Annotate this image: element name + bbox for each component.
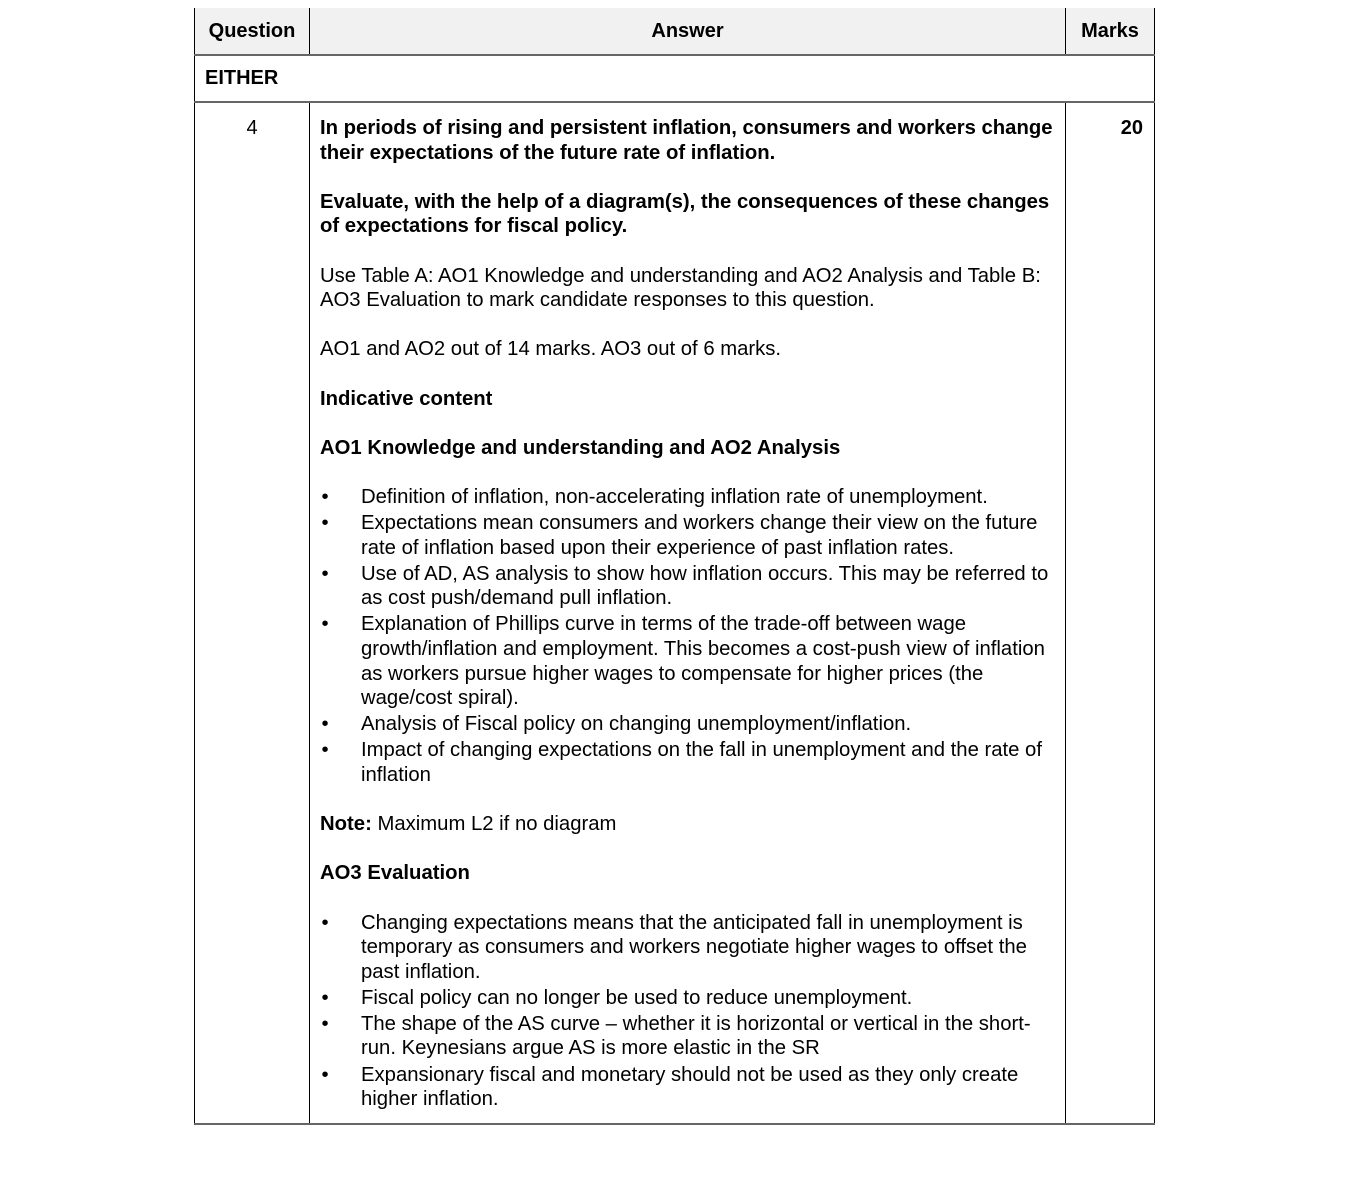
list-item-text: Expectations mean consumers and workers change their view on the future rate of inflation based upon their experience of past inflation rates. [361,512,1038,559]
ao1-ao2-list [320,485,1057,788]
question-number: 4 [195,102,310,1124]
list-item-text: Explanation of Phillips curve in terms of the trade-off between wage growth/inflation and employment. This becomes a cost-push view of inflation as workers pursue higher wages to compensate for higher prices (the wage/cost spiral). [361,613,1045,710]
list-item-text: Fiscal policy can no longer be used to reduce unemployment. [361,986,913,1009]
note [320,812,1057,837]
list-item [320,712,1057,737]
list-item-text: Use of AD, AS analysis to show how inflation occurs. This may be referred to as cost push/demand pull inflation. [361,562,1049,610]
note-text: Maximum L2 if no diagram [371,813,617,836]
header-answer: Answer [310,8,1066,55]
note-label: Note: [320,813,372,836]
mark-scheme-table [194,8,1155,1125]
list-item [320,1012,1057,1061]
bullet-icon: • [321,562,329,585]
list-item [320,1063,1057,1112]
table-row [195,102,1155,1124]
bullet-icon: • [321,911,329,934]
list-item [320,738,1057,787]
list-item [320,612,1057,710]
mark-split: AO1 and AO2 out of 14 marks. AO3 out of 6 marks. [320,338,782,361]
list-item-text: Impact of changing expectations on the fall in unemployment and the rate of inflation [361,739,1042,786]
bullet-icon: • [321,713,329,736]
bullet-icon: • [321,986,329,1009]
list-item [320,511,1057,560]
marks-value: 20 [1066,102,1155,1124]
list-item [320,485,1057,510]
list-item-text: Analysis of Fiscal policy on changing unemployment/inflation. [361,713,912,736]
list-item-text: Definition of inflation, non-accelerating inflation rate of unemployment. [361,485,988,508]
list-item [320,911,1057,985]
table-header-row [195,8,1155,55]
list-item-text: Changing expectations means that the anticipated fall in unemployment is temporary as consumers and workers negotiate higher wages to offset the past inflation. [361,911,1027,983]
list-item-text: Expansionary fiscal and monetary should not be used as they only create higher inflation. [361,1063,1019,1111]
ao3-list [320,911,1057,1112]
bullet-icon: • [321,1012,329,1035]
indicative-content-heading: Indicative content [320,387,493,410]
section-label: EITHER [195,55,1155,102]
list-item [320,986,1057,1011]
list-item-text: The shape of the AS curve – whether it is horizontal or vertical in the short-run. Keynesians argue AS is more elastic in the SR [361,1012,1031,1060]
section-row-either [195,55,1155,102]
bullet-icon: • [321,1063,329,1086]
bullet-icon: • [321,613,329,636]
bullet-icon: • [321,485,329,508]
list-item [320,562,1057,611]
bullet-icon: • [321,512,329,534]
instruction-text: Evaluate, with the help of a diagram(s), the consequences of these changes of expectations for fiscal policy. [320,190,1050,238]
ao3-heading: AO3 Evaluation [320,862,470,885]
header-question: Question [195,8,310,55]
ao1-ao2-heading: AO1 Knowledge and understanding and AO2 Analysis [320,436,841,459]
marking-guidance: Use Table A: AO1 Knowledge and understanding and AO2 Analysis and Table B: AO3 Evaluation to mark candidate responses to this question. [320,264,1041,312]
bullet-icon: • [321,739,329,762]
question-text: In periods of rising and persistent inflation, consumers and workers change their expectations of the future rate of inflation. [320,117,1053,164]
answer-cell [310,102,1066,1124]
header-marks: Marks [1066,8,1155,55]
